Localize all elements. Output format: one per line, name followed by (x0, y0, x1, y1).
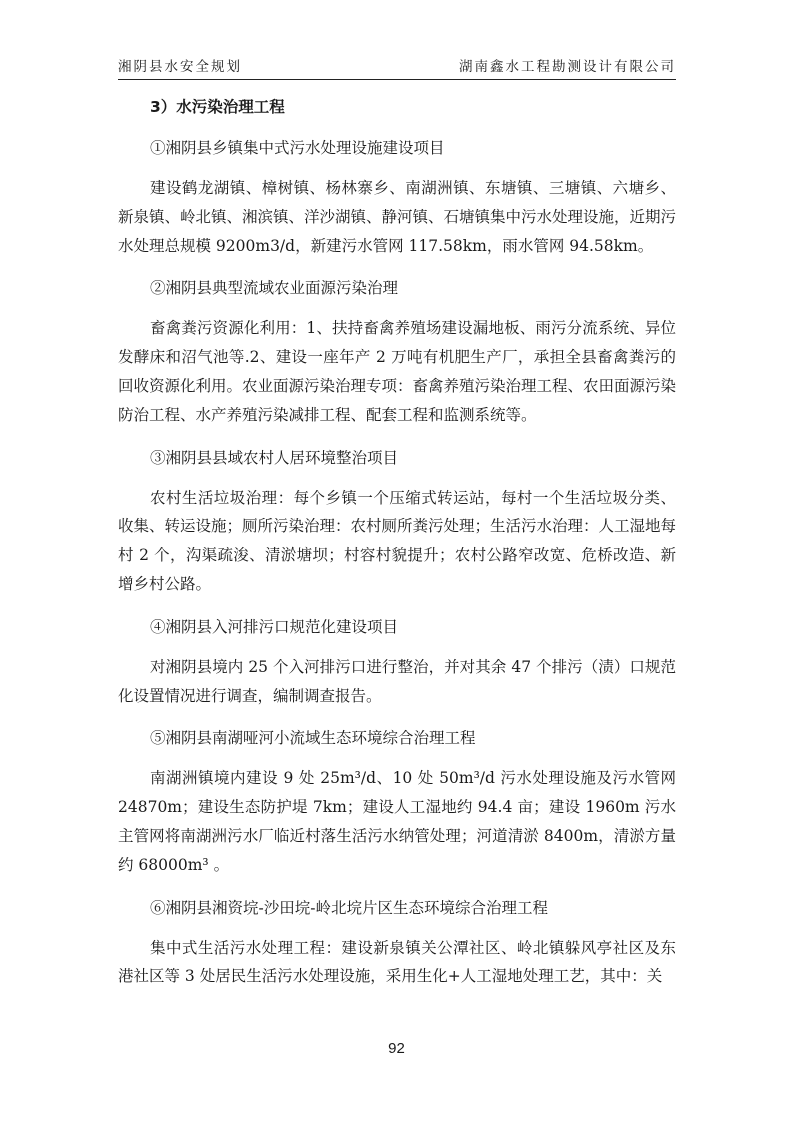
header-company-name: 湖南鑫水工程勘测设计有限公司 (459, 59, 676, 75)
header-document-title: 湘阴县水安全规划 (118, 59, 242, 75)
section-heading: 3）水污染治理工程 (150, 98, 285, 116)
item-title-4: ④湘阴县入河排污口规范化建设项目 (150, 617, 399, 636)
page-number: 92 (388, 1040, 405, 1057)
item-body-1: 建设鹤龙湖镇、樟树镇、杨林寨乡、南湖洲镇、东塘镇、三塘镇、六塘乡、新泉镇、岭北镇、湘滨镇、洋沙湖镇、静河镇、石塘镇集中污水处理设施，近期污水处理总规模 9200m3/d，新建污水管网 117.58km，雨水管网 94.58km。 (118, 179, 677, 255)
page-content (118, 92, 676, 991)
item-title-2: ②湘阴县典型流域农业面源污染治理 (150, 279, 399, 298)
item-title-3: ③湘阴县县域农村人居环境整治项目 (150, 448, 399, 467)
item-title-6: ⑥湘阴县湘资垸-沙田垸-岭北垸片区生态环境综合治理工程 (150, 898, 548, 917)
item-title-1: ①湘阴县乡镇集中式污水处理设施建设项目 (150, 139, 445, 157)
item-body-2: 畜禽粪污资源化利用：1、扶持畜禽养殖场建设漏地板、雨污分流系统、异位发酵床和沼气池等.2、建设一座年产 2 万吨有机肥生产厂，承担全县畜禽粪污的回收资源化利用。农业面源污染治理专项：畜禽养殖污染治理工程、农田面源污染防治工程、水产养殖污染减排工程、配套工程和监测系统等。 (118, 319, 677, 424)
item-body-3: 农村生活垃圾治理：每个乡镇一个压缩式转运站，每村一个生活垃圾分类、收集、转运设施；厕所污染治理：农村厕所粪污处理；生活污水治理：人工湿地每村 2 个，沟渠疏浚、清淤塘坝；村容村貌提升；农村公路窄改宽、危桥改造、新增乡村公路。 (118, 488, 677, 593)
item-title-5: ⑤湘阴县南湖哑河小流域生态环境综合治理工程 (150, 729, 476, 748)
item-body-4: 对湘阴县境内 25 个入河排污口进行整治，并对其余 47 个排污（渍）口规范化设置情况进行调查，编制调查报告。 (118, 657, 676, 705)
item-body-5: 南湖洲镇境内建设 9 处 25m³/d、10 处 50m³/d 污水处理设施及污水管网 24870m；建设生态防护堤 7km；建设人工湿地约 94.4 亩；建设 1960m 污水主管网将南湖洲污水厂临近村落生活污水纳管处理；河道清淤 8400m，清淤方量约 68000m³ 。 (118, 769, 676, 874)
item-body-6: 集中式生活污水处理工程：建设新泉镇关公潭社区、岭北镇躲风亭社区及东港社区等 3 处居民生活污水处理设施，采用生化+人工湿地处理工艺，其中：关 (118, 938, 676, 986)
page-header (118, 54, 676, 80)
